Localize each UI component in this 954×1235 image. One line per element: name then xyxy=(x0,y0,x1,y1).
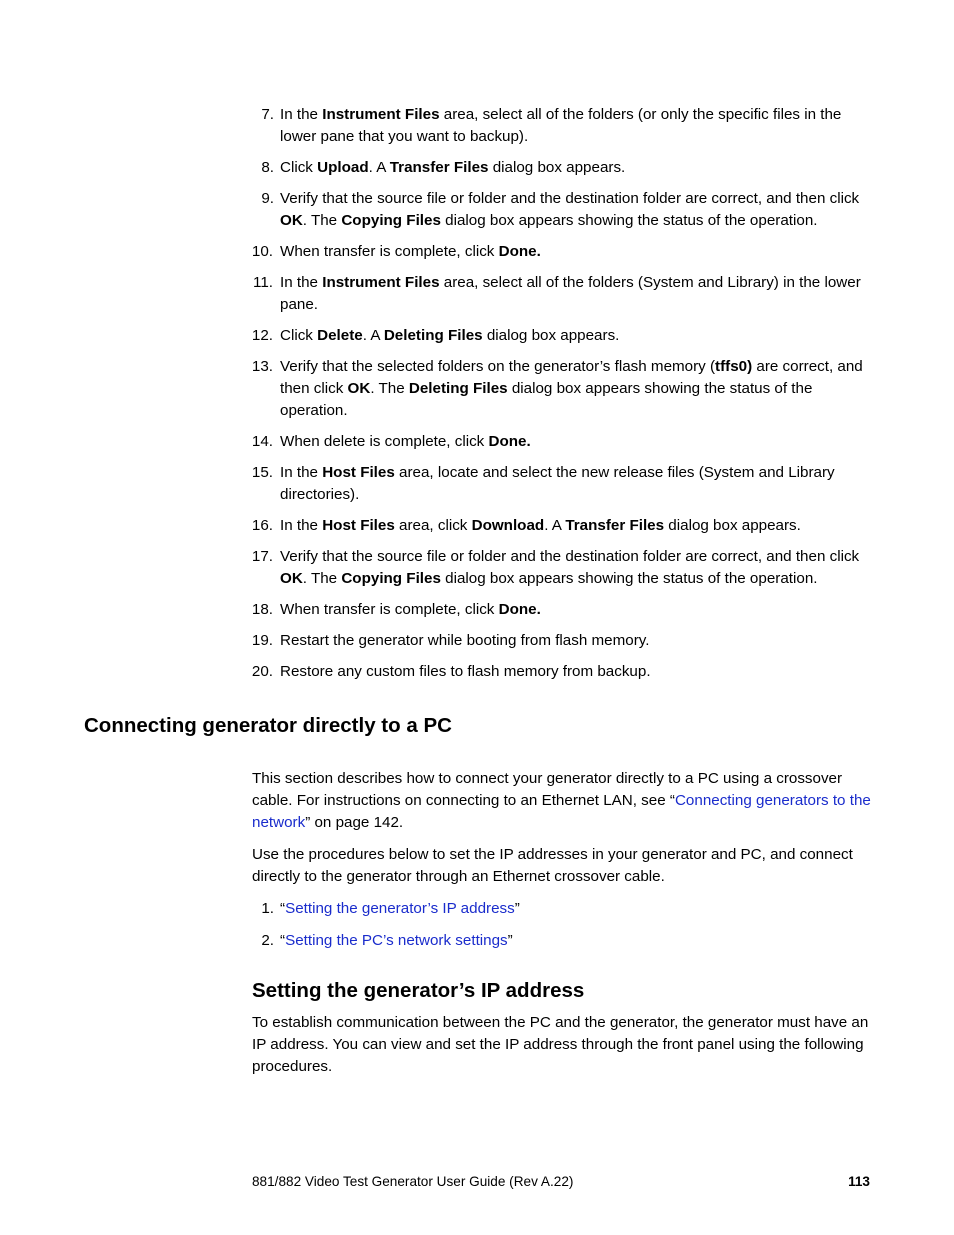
step-text-run: dialog box appears. xyxy=(482,327,620,344)
step-text-run: In the xyxy=(280,464,323,481)
section-heading-connecting: Connecting generator directly to a PC xyxy=(84,714,452,737)
step-text-run: are correct, and then click xyxy=(280,358,863,397)
open-quote: “ xyxy=(280,900,286,917)
step-bold-term: Transfer Files xyxy=(565,517,665,534)
step-text-run: When transfer is complete, click xyxy=(280,243,499,260)
step-item xyxy=(252,630,872,652)
list-number: 1. xyxy=(261,900,274,917)
list-number: 2. xyxy=(261,932,274,949)
step-bold-term: Transfer Files xyxy=(389,159,489,176)
step-text xyxy=(280,433,531,450)
procedure-links xyxy=(252,898,872,952)
step-text-run: dialog box appears showing the status of the operation. xyxy=(280,380,813,419)
step-number: 9. xyxy=(261,190,274,207)
step-item xyxy=(252,515,872,537)
step-bold-term: Deleting Files xyxy=(408,380,508,397)
procedures-paragraph: Use the procedures below to set the IP addresses in your generator and PC, and connect directly to the generator through an Ethernet crossover cable. xyxy=(252,846,853,885)
close-quote: ” xyxy=(514,900,520,917)
step-text-run: area, locate and select the new release files (System and Library directories). xyxy=(280,464,835,503)
step-bold-term: Deleting Files xyxy=(383,327,483,344)
step-text-run: Verify that the source file or folder and the destination folder are correct, and then click xyxy=(280,548,860,565)
step-item xyxy=(252,241,872,263)
step-text-run: Restore any custom files to flash memory from backup. xyxy=(280,663,651,680)
step-text-run: dialog box appears showing the status of the operation. xyxy=(440,570,818,587)
step-text xyxy=(280,274,861,313)
step-number: 18. xyxy=(251,601,273,618)
step-bold-term: Copying Files xyxy=(341,570,441,587)
step-bold-term: Instrument Files xyxy=(322,106,440,123)
step-text-run: In the xyxy=(280,106,323,123)
step-text-run: area, click xyxy=(394,517,472,534)
ip-address-paragraph: To establish communication between the PC and the generator, the generator must have an IP address. You can view and set the IP address through the front panel using the following procedures. xyxy=(252,1014,869,1075)
step-bold-term: tffs0) xyxy=(715,358,753,375)
intro-paragraph xyxy=(252,768,872,834)
step-text-run: When transfer is complete, click xyxy=(280,601,499,618)
step-bold-term: Done. xyxy=(498,243,541,260)
step-bold-term: Copying Files xyxy=(341,212,441,229)
step-text xyxy=(280,243,541,260)
step-bold-term: Host Files xyxy=(322,517,395,534)
step-number: 7. xyxy=(261,106,274,123)
step-item xyxy=(252,431,872,453)
step-text xyxy=(280,548,859,587)
open-quote: “ xyxy=(280,932,286,949)
list-item xyxy=(252,898,872,920)
step-text-run: Click xyxy=(280,327,318,344)
close-quote: ” xyxy=(507,932,513,949)
step-text xyxy=(280,106,841,145)
step-number: 20. xyxy=(251,663,273,680)
page-number: 113 xyxy=(848,1174,870,1189)
step-text-run: Restart the generator while booting from flash memory. xyxy=(280,632,650,649)
procedure-steps xyxy=(252,104,872,692)
step-text-run: . The xyxy=(370,380,409,397)
step-text-run: Click xyxy=(280,159,318,176)
step-bold-term: OK xyxy=(280,570,303,587)
step-bold-term: Delete xyxy=(317,327,363,344)
link-connecting-generators-network[interactable]: Connecting generators to the network xyxy=(252,792,871,831)
step-text-run: In the xyxy=(280,274,323,291)
step-item xyxy=(252,188,872,232)
step-text xyxy=(280,632,649,649)
intro-text-before: This section describes how to connect your generator directly to a PC using a crossover cable. For instructions on connecting to an Ethernet LAN, see “ xyxy=(252,770,843,809)
step-item xyxy=(252,104,872,148)
step-text-run: Verify that the selected folders on the generator’s flash memory ( xyxy=(280,358,716,375)
step-number: 10. xyxy=(251,243,273,260)
step-text-run: . A xyxy=(544,517,566,534)
step-text xyxy=(280,601,541,618)
step-number: 15. xyxy=(251,464,273,481)
section-intro xyxy=(252,768,872,962)
step-item xyxy=(252,599,872,621)
step-bold-term: Done. xyxy=(498,601,541,618)
step-text xyxy=(280,159,625,176)
step-bold-term: Done. xyxy=(488,433,531,450)
step-bold-term: Upload xyxy=(317,159,369,176)
link-setting-generator-ip[interactable]: Setting the generator’s IP address xyxy=(285,900,515,917)
step-text-run: . A xyxy=(368,159,390,176)
step-bold-term: OK xyxy=(347,380,371,397)
step-text xyxy=(280,190,859,229)
step-bold-term: Download xyxy=(471,517,545,534)
step-item xyxy=(252,356,872,422)
step-text-run: area, select all of the folders (System and Library) in the lower pane. xyxy=(280,274,861,313)
step-number: 19. xyxy=(251,632,273,649)
step-item xyxy=(252,157,872,179)
step-text-run: dialog box appears showing the status of the operation. xyxy=(440,212,818,229)
step-item xyxy=(252,272,872,316)
step-text xyxy=(280,517,801,534)
step-item xyxy=(252,661,872,683)
step-item xyxy=(252,546,872,590)
step-number: 11. xyxy=(253,274,273,291)
step-text-run: . The xyxy=(302,212,342,229)
step-number: 12. xyxy=(251,327,273,344)
footer-title: 881/882 Video Test Generator User Guide (Rev A.22) xyxy=(252,1174,574,1189)
step-text xyxy=(280,327,619,344)
step-text xyxy=(280,663,651,680)
step-item xyxy=(252,325,872,347)
step-text-run: dialog box appears. xyxy=(664,517,801,534)
step-number: 13. xyxy=(251,358,273,375)
step-text-run: area, select all of the folders (or only the specific files in the lower pane that you want to backup). xyxy=(280,106,842,145)
step-text-run: Verify that the source file or folder and the destination folder are correct, and then click xyxy=(280,190,860,207)
step-text-run: When delete is complete, click xyxy=(280,433,489,450)
intro-text-after: ” on page 142. xyxy=(305,814,404,831)
link-setting-pc-network[interactable]: Setting the PC’s network settings xyxy=(285,932,508,949)
step-text xyxy=(280,358,863,419)
step-number: 8. xyxy=(261,159,274,176)
section-heading-ip-address: Setting the generator’s IP address xyxy=(252,979,585,1002)
step-text-run: dialog box appears. xyxy=(488,159,626,176)
step-text xyxy=(280,464,835,503)
step-text-run: In the xyxy=(280,517,323,534)
step-bold-term: OK xyxy=(280,212,303,229)
step-text-run: . The xyxy=(302,570,342,587)
step-number: 16. xyxy=(251,517,273,534)
page-footer xyxy=(252,1171,870,1193)
step-number: 17. xyxy=(251,548,273,565)
step-bold-term: Host Files xyxy=(322,464,395,481)
step-item xyxy=(252,462,872,506)
step-number: 14. xyxy=(251,433,273,450)
step-text-run: . A xyxy=(362,327,384,344)
step-bold-term: Instrument Files xyxy=(322,274,440,291)
list-item xyxy=(252,930,872,952)
